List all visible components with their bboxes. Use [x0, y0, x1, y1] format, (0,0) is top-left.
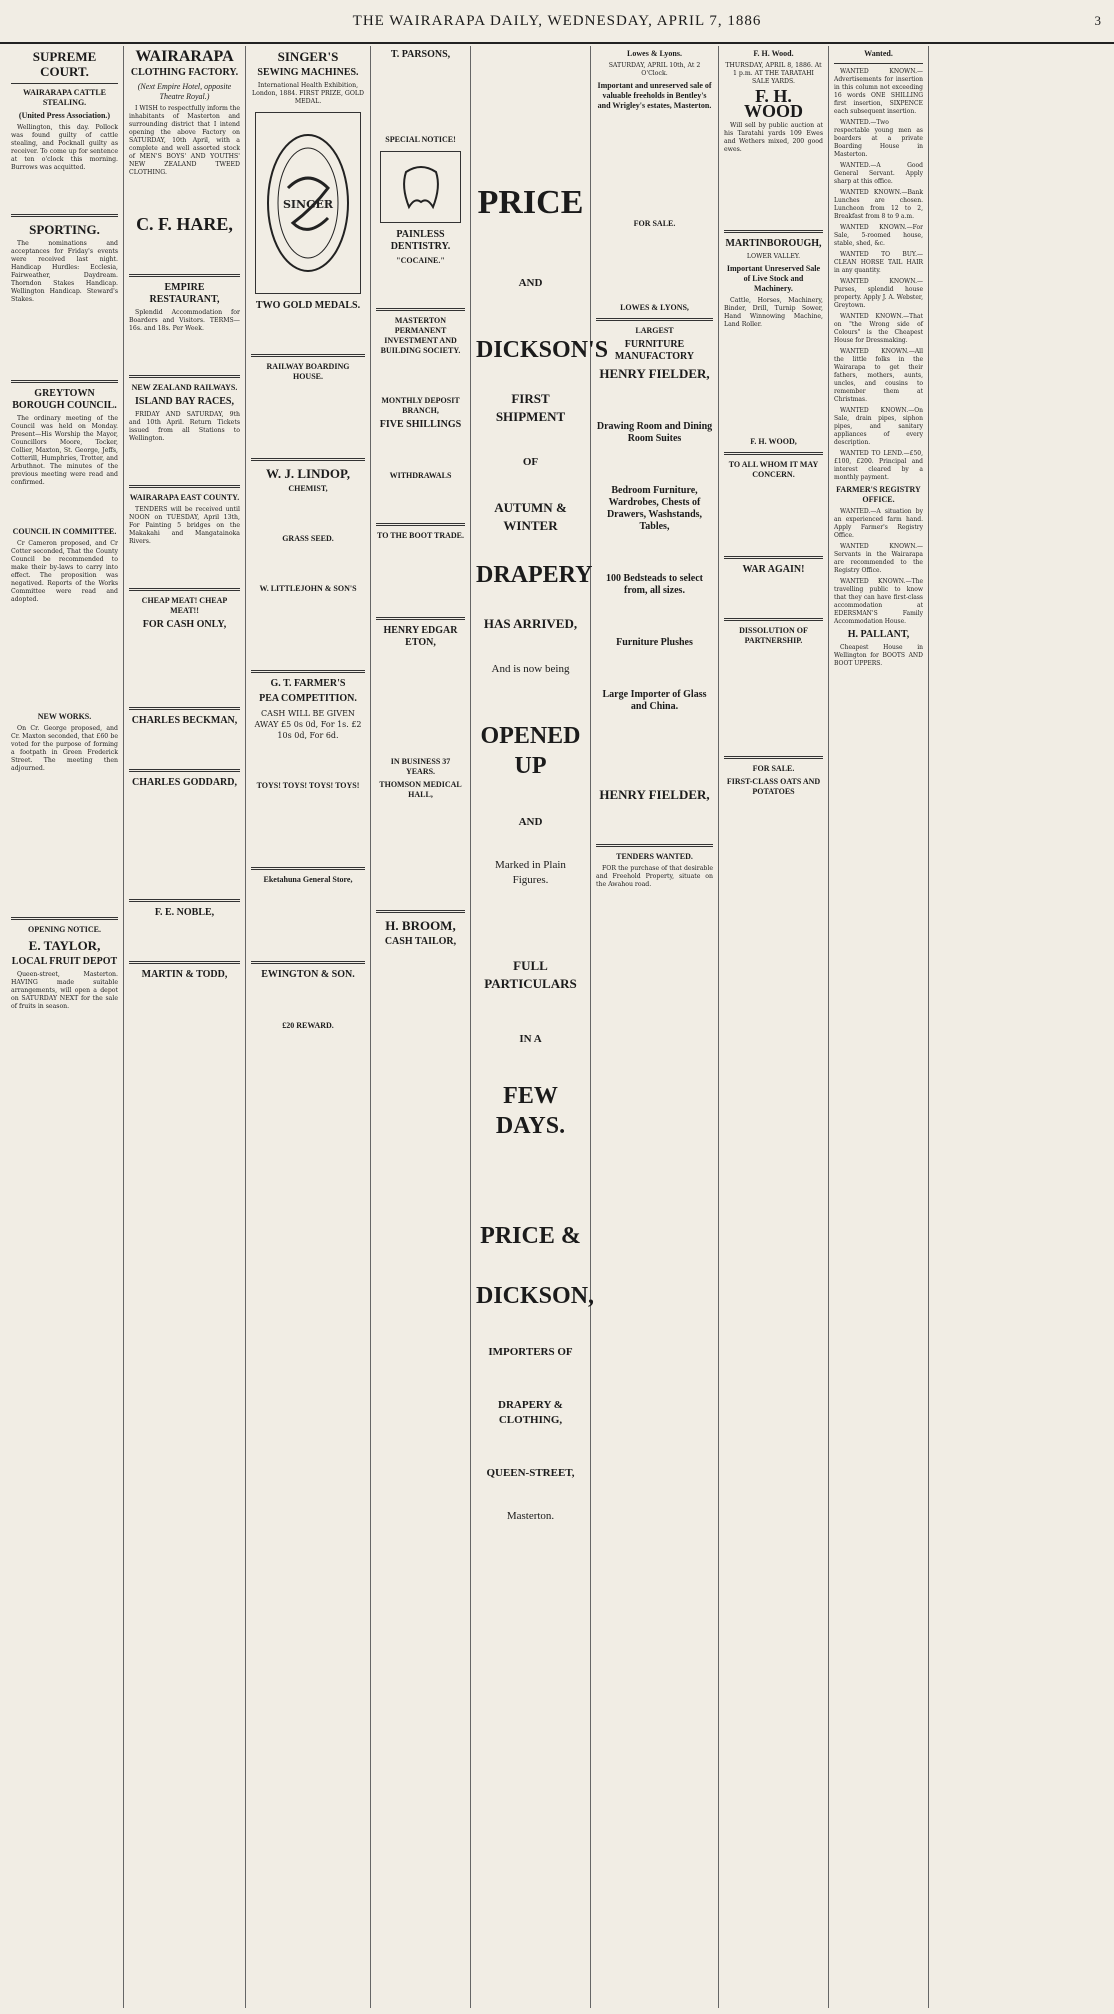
heading-martin-todd: MARTIN & TODD,	[141, 969, 228, 980]
ad-text: FOR the purchase of that desirable and Freehold Property, situate on the Awahou road.	[596, 865, 713, 888]
article-text: On Cr. George proposed, and Cr. Maxton seconded, that £60 be voted for the purpose of forming a footpath in Green Frederick Street. The meeting then adjourned.	[11, 725, 118, 772]
heading-charles-goddard: CHARLES GODDARD,	[131, 777, 237, 788]
heading-to-all-whom: TO ALL WHOM IT MAY CONCERN.	[728, 460, 819, 479]
heading-charles-beckman: CHARLES BECKMAN,	[131, 715, 238, 726]
heading-henry-edgar-eton: HENRY EDGAR ETON,	[383, 625, 458, 648]
classified-ad: WANTED KNOWN.—For Sale, 5-roomed house, stable, shed, &c.	[834, 224, 923, 247]
divider	[251, 458, 365, 461]
heading-sewing-machines: SEWING MACHINES.	[257, 67, 359, 78]
divider	[724, 556, 823, 559]
divider	[376, 308, 465, 311]
ad-line-and-2: AND	[518, 816, 543, 828]
heading-furniture-plushes: Furniture Plushes	[616, 637, 693, 648]
column-8-wanted	[829, 46, 929, 2008]
heading-drawing-room: Drawing Room and Dining Room Suites	[596, 421, 713, 444]
masthead	[0, 0, 1114, 44]
column-6	[591, 46, 719, 2008]
singer-logo-icon	[263, 128, 353, 278]
heading-in-business: IN BUSINESS 37 YEARS.	[390, 757, 451, 776]
heading-cash-tailor: CASH TAILOR,	[384, 936, 457, 947]
heading-t-parsons: T. PARSONS,	[390, 49, 451, 60]
heading-clothing-factory: CLOTHING FACTORY.	[130, 67, 239, 78]
page-number: 3	[1094, 13, 1102, 28]
heading-painless-dentistry: PAINLESS DENTISTRY.	[390, 229, 451, 252]
heading-farmers-registry: FARMER'S REGISTRY OFFICE.	[836, 485, 921, 504]
heading-ewington: EWINGTON & SON.	[261, 969, 355, 980]
heading-greytown-council: GREYTOWN BOROUGH COUNCIL.	[12, 388, 117, 411]
heading-railways: NEW ZEALAND RAILWAYS.	[131, 383, 238, 392]
heading-henry-fielder: HENRY FIELDER,	[599, 366, 710, 381]
heading-lowes-lyons: Lowes & Lyons.	[627, 49, 682, 58]
article-text: Wellington, this day. Pollock was found guilty of cattle stealing, and Pocknall guilty as receiver. To come up for sentence at ten o'clock this morning. Burrows was acquitted.	[11, 124, 118, 171]
classified-ad: Cheapest House in Wellington for BOOTS AND BOOT UPPERS.	[834, 644, 923, 667]
ad-line-plain-figures: Marked in Plain Figures.	[495, 859, 566, 886]
ad-text: Cattle, Horses, Machinery, Binder, Drill, Turnip Sower, Hand Winnowing Machine, Land Roller.	[724, 297, 823, 328]
divider	[724, 452, 823, 455]
heading-cattle-stealing: WAIRARAPA CATTLE STEALING.	[22, 88, 107, 107]
divider	[376, 617, 465, 620]
divider	[376, 910, 465, 913]
heading-supreme-court: SUPREME COURT.	[32, 49, 97, 79]
divider	[11, 917, 118, 920]
heading-medical-hall: THOMSON MEDICAL HALL,	[379, 780, 462, 799]
divider	[11, 83, 118, 84]
heading-livestock-sale: Important Unreserved Sale of Live Stock and Machinery.	[726, 264, 821, 293]
heading-opening-notice: OPENING NOTICE.	[28, 925, 101, 934]
divider	[129, 899, 240, 902]
article-text: Queen-street, Masterton. HAVING made suitable arrangements, will open a depot on SATURDAY NEXT for the sale of fruits in season.	[11, 971, 118, 1010]
heading-special-notice: SPECIAL NOTICE!	[385, 135, 456, 144]
heading-bedsteads: 100 Bedsteads to select from, all sizes.	[606, 573, 703, 596]
price-dickson-ad	[476, 54, 609, 1524]
tooth-icon	[391, 162, 451, 212]
divider	[251, 670, 365, 673]
ad-line-price-amp: PRICE &	[480, 1223, 581, 1249]
heading-glass-china: Large Importer of Glass and China.	[602, 689, 707, 712]
ad-line-masterton: Masterton.	[506, 1510, 555, 1522]
ad-text: Will sell by public auction at his Taratahi yards 109 Ewes and Wethers mixed, 200 good ewes.	[724, 122, 823, 153]
classified-ad: WANTED KNOWN.—Advertisements for insertion in this column not exceeding 16 words ONE SHILLING first insertion, SIXPENCE each subsequent insertion.	[834, 68, 923, 115]
ad-line-and: AND	[518, 277, 543, 289]
ad-line-has-arrived: HAS ARRIVED,	[483, 616, 578, 631]
heading-martinborough: MARTINBOROUGH,	[725, 238, 822, 249]
classified-ad: WANTED KNOWN.—Purses, splendid house property. Apply J. A. Webster, Greytown.	[834, 278, 923, 309]
divider	[129, 274, 240, 277]
divider	[251, 961, 365, 964]
heading-boot-trade: TO THE BOOT TRADE.	[377, 531, 464, 540]
heading-w-j-lindop: W. J. LINDOP,	[266, 466, 350, 481]
divider	[129, 961, 240, 964]
heading-empire-restaurant: EMPIRE RESTAURANT,	[149, 282, 220, 305]
ad-line-drapery-clothing: DRAPERY & CLOTHING,	[498, 1399, 563, 1426]
classified-ad: WANTED KNOWN.—All the little folks in the Wairarapa to get their fathers, mothers, aunts, uncles, and cousins to remember them at Christmas.	[834, 348, 923, 403]
heading-henry-fielder-2: HENRY FIELDER,	[599, 787, 710, 802]
column-3	[246, 46, 371, 2008]
classified-ad: WANTED.—A Good General Servant. Apply sharp at this office.	[834, 162, 923, 185]
heading-two-gold-medals: TWO GOLD MEDALS.	[255, 300, 361, 311]
ad-text: SATURDAY, APRIL 10th, At 2 O'Clock.	[608, 62, 701, 77]
heading-for-sale-2: FOR SALE.	[752, 764, 795, 773]
heading-bedroom-furniture: Bedroom Furniture, Wardrobes, Chests of Drawers, Washstands, Tables,	[606, 485, 703, 532]
heading-fruit-depot: LOCAL FRUIT DEPOT	[11, 956, 118, 967]
singer-logo	[255, 112, 361, 294]
divider	[11, 380, 118, 383]
heading-fh-wood: F. H. Wood.	[753, 49, 794, 58]
ad-line-dickson: DICKSON,	[476, 1283, 595, 1309]
divider	[724, 756, 823, 759]
heading-lowes-lyons-2: LOWES & LYONS,	[620, 303, 689, 312]
heading-wairarapa: WAIRARAPA	[135, 48, 234, 65]
column-4	[371, 46, 471, 2008]
article-text: The nominations and acceptances for Friday's events were received last night. Handicap Hurdles: Ecclesia, Fairweather, Daydream. Thorndon Stakes Handicap. Wellington Handicap. Steward's Stakes.	[11, 240, 118, 303]
heading-cheap-meat: CHEAP MEAT! CHEAP MEAT!!	[141, 596, 228, 615]
heading-eketahuna-store: Eketahuna General Store,	[263, 875, 353, 884]
divider	[11, 214, 118, 217]
heading-tenders-wanted: TENDERS WANTED.	[616, 852, 693, 861]
classified-ad: WANTED KNOWN.—Bank Lunches are chosen. Luncheon from 12 to 2, Breakfast from 8 to 9 a.m.	[834, 189, 923, 220]
subheading: (Next Empire Hotel, opposite Theatre Royal.)	[137, 82, 232, 101]
heading-cocaine: "COCAINE."	[396, 256, 445, 265]
heading-singers: SINGER'S	[277, 49, 339, 64]
divider	[834, 63, 923, 64]
column-5-price-dickson-ad	[471, 46, 609, 2008]
dental-engraving	[380, 151, 461, 223]
heading-important-sale: Important and unreserved sale of valuable freeholds in Bentley's and Wrigley's estates, Masterton.	[597, 81, 712, 110]
divider	[129, 769, 240, 772]
subheading: COUNCIL IN COMMITTEE.	[12, 527, 117, 536]
column-2	[124, 46, 246, 2008]
divider	[129, 375, 240, 378]
heading-for-sale: FOR SALE.	[633, 219, 676, 228]
ad-line-first-shipment: FIRST SHIPMENT	[495, 391, 566, 424]
ad-line-opened-up: OPENED UP	[480, 723, 581, 779]
heading-monthly-deposit: MONTHLY DEPOSIT BRANCH,	[381, 396, 460, 415]
heading-chemist: CHEMIST,	[288, 484, 328, 493]
ad-text: I WISH to respectfully inform the inhabitants of Masterton and surrounding district that I intend opening the above Factory on SATURDAY, 10th April, with a complete and well assorted stock of MEN'S BOYS' AND YOUTHS' NEW ZEALAND TWEED CLOTHING.	[129, 105, 240, 176]
ad-line-importers: IMPORTERS OF	[488, 1346, 573, 1358]
classified-ad: WANTED KNOWN.—That on "the Wrong side of Colours" is the Cheapest House for Dressmaking.	[834, 313, 923, 344]
ad-line-autumn-winter: AUTUMN & WINTER	[494, 500, 567, 533]
heading-oats-potatoes: FIRST-CLASS OATS AND POTATOES	[726, 777, 821, 796]
heading-e-taylor: E. TAYLOR,	[28, 938, 101, 953]
subheading: (United Press Association.)	[18, 111, 111, 120]
heading-grass-seed: GRASS SEED.	[282, 534, 334, 543]
classified-ad: WANTED KNOWN.—On Sale, drain pipes, siphon pipes, and sanitary appliances of every description.	[834, 407, 923, 446]
ad-line-few-days: FEW DAYS.	[495, 1083, 566, 1139]
heading-island-bay-races: ISLAND BAY RACES,	[134, 396, 234, 407]
ad-line-now-being: And is now being	[491, 663, 570, 675]
heading-five-shillings: FIVE SHILLINGS	[379, 419, 462, 430]
ad-line-drapery: DRAPERY	[476, 562, 593, 588]
heading-building-society: MASTERTON PERMANENT INVESTMENT AND BUILDING SOCIETY.	[380, 316, 461, 355]
ad-text: International Health Exhibition, London, 1884. FIRST PRIZE, GOLD MEDAL.	[252, 82, 364, 105]
heading-wanted: Wanted.	[864, 49, 893, 58]
heading-railway-boarding-house: RAILWAY BOARDING HOUSE.	[266, 362, 350, 381]
divider	[376, 523, 465, 526]
heading-f-e-noble: F. E. NOBLE,	[154, 907, 215, 918]
subheading: NEW WORKS.	[37, 712, 92, 721]
divider	[129, 707, 240, 710]
divider	[724, 230, 823, 233]
page-columns	[6, 46, 1108, 2008]
ad-text: TENDERS will be received until NOON on TUESDAY, April 13th, For Painting 5 bridges on the Makakahi and Mangatainoka Rivers.	[129, 506, 240, 545]
ad-text: THURSDAY, APRIL 8, 1886. At 1 p.m. AT THE TARATAHI SALE YARDS.	[725, 62, 822, 85]
column-7	[719, 46, 829, 2008]
article-text: The ordinary meeting of the Council was held on Monday. Present—His Worship the Mayor, Councillors Moore, Tocker, Collier, Maxton, St. George, Jeffs, Cotterill, Humphries, Trotter, and Arbuthnot. The minutes of the previous meeting were read and confirmed.	[11, 415, 118, 486]
divider	[596, 318, 713, 321]
ad-line-queen-street: QUEEN-STREET,	[486, 1467, 575, 1479]
ad-line-of: OF	[522, 456, 539, 468]
column-9-blank	[929, 46, 1108, 2008]
divider	[724, 618, 823, 621]
heading-furniture-manufactory: FURNITURE MANUFACTORY	[614, 339, 695, 362]
heading-sporting: SPORTING.	[29, 222, 100, 237]
classified-ad: WANTED.—Two respectable young men as boarders at a private Boarding House in Masterton.	[834, 119, 923, 158]
newspaper-title: THE WAIRARAPA DAILY, WEDNESDAY, APRIL 7, 1886	[352, 12, 762, 29]
column-1	[6, 46, 124, 2008]
article-text: Cr Cameron proposed, and Cr Cotter seconded, That the County Council be recommended to make their by-laws to carry into effect. The proposition was negatived. Reports of the Works Committee were read and adopted.	[11, 540, 118, 603]
divider	[251, 867, 365, 870]
heading-c-f-hare: C. F. HARE,	[136, 214, 233, 234]
divider	[129, 485, 240, 488]
heading-littlejohn: W. LITTLEJOHN & SON'S	[259, 584, 357, 593]
heading-fh-wood-auctioneer: F. H. WOOD,	[750, 437, 797, 446]
svg-text:SINGER: SINGER	[282, 198, 334, 211]
heading-g-t-farmers: G. T. FARMER'S	[270, 678, 346, 689]
ad-line-full-particulars: FULL PARTICULARS	[484, 958, 577, 991]
heading-reward: £20 REWARD.	[282, 1021, 334, 1030]
heading-cash-only: FOR CASH ONLY,	[142, 619, 227, 630]
classified-ad: WANTED KNOWN.—Servants in the Wairarapa are recommended to the Registry Office.	[834, 543, 923, 574]
ad-line-dicksons: DICKSON'S	[476, 337, 609, 363]
ad-text: FRIDAY AND SATURDAY, 9th and 10th April. Return Tickets issued from all Stations to Wellington.	[129, 411, 240, 442]
ad-text: Splendid Accommodation for Boarders and Visitors. TERMS—16s. and 18s. Per Week.	[129, 309, 240, 332]
ad-line-price: PRICE	[477, 184, 584, 221]
classified-ad: WANTED.—A situation by an experienced farm hand. Apply Farmer's Registry Office.	[834, 508, 923, 539]
heading-toys: TOYS! TOYS! TOYS! TOYS!	[256, 781, 360, 790]
ad-text: CASH WILL BE GIVEN AWAY £5 0s 0d, For 1s. £2 10s 0d, For 6d.	[254, 709, 362, 740]
heading-pea-competition: PEA COMPETITION.	[259, 693, 357, 704]
heading-largest: LARGEST	[635, 326, 674, 335]
classified-ad: WANTED TO LEND.—£50, £100, £200. Principal and interest cleared by a monthly payment.	[834, 450, 923, 481]
classified-ad: WANTED TO BUY.—CLEAN HORSE TAIL HAIR in any quantity.	[834, 251, 923, 274]
divider	[251, 354, 365, 357]
heading-east-county: WAIRARAPA EAST COUNTY.	[129, 493, 240, 502]
heading-war-again: WAR AGAIN!	[742, 564, 805, 575]
heading-withdrawals: WITHDRAWALS	[389, 471, 452, 480]
heading-h-pallant: H. PALLANT,	[847, 629, 910, 640]
divider	[596, 844, 713, 847]
heading-h-broom: H. BROOM,	[385, 918, 456, 933]
ad-text: LOWER VALLEY.	[746, 253, 801, 260]
classified-ad: WANTED KNOWN.—The travelling public to know that they can have first-class accommodation at EDERSMAN'S Family Accommodation House.	[834, 578, 923, 625]
heading-dissolution: DISSOLUTION OF PARTNERSHIP.	[739, 626, 808, 645]
divider	[129, 588, 240, 591]
heading-fh-wood-large: F. H. WOOD	[743, 86, 803, 121]
ad-line-in-a: IN A	[519, 1033, 542, 1045]
